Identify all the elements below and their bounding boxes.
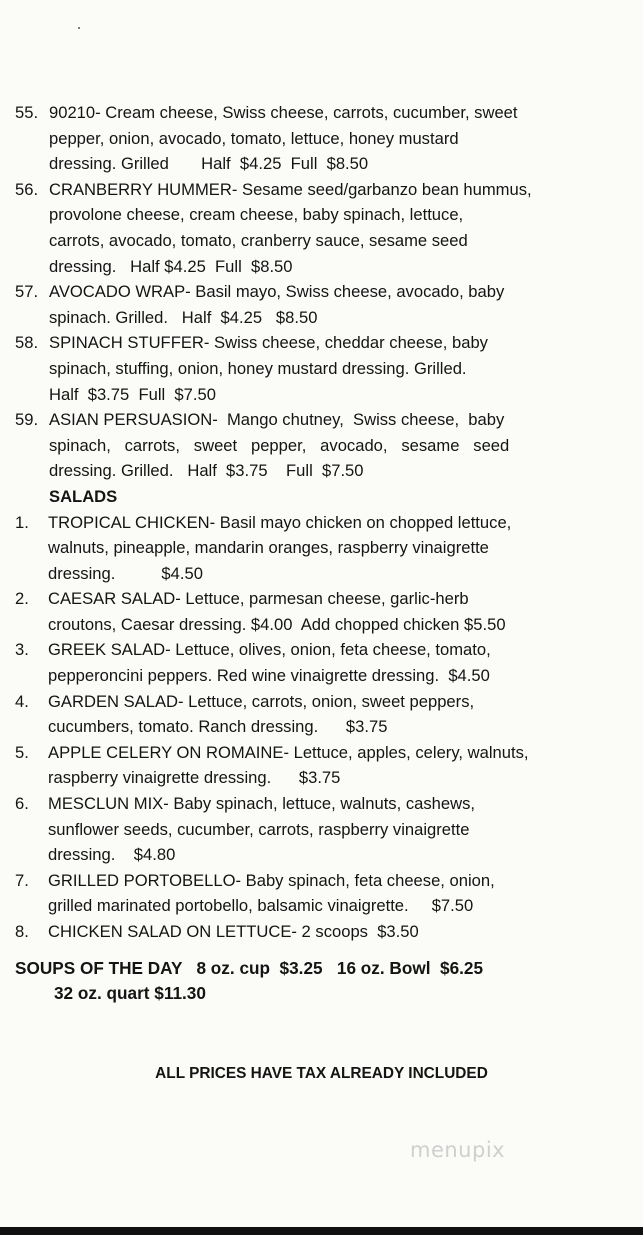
- menupix-watermark: menupix: [410, 1138, 506, 1162]
- item-number: 56.: [15, 179, 39, 199]
- item-line: carrots, avocado, tomato, cranberry sauce, sesame seed: [49, 230, 468, 250]
- item-line: ASIAN PERSUASION- Mango chutney, Swiss cheese, baby: [49, 410, 505, 430]
- item-description: [48, 637, 635, 688]
- item-number: 8.: [15, 922, 29, 941]
- salads-heading: SALADS: [49, 486, 118, 506]
- item-description: [49, 330, 635, 407]
- item-line: pepper, onion, avocado, tomato, lettuce, honey mustard: [49, 128, 459, 148]
- item-number: 6.: [15, 794, 29, 814]
- item-number: 7.: [15, 870, 29, 890]
- item-line: CHICKEN SALAD ON LETTUCE- 2 scoops $3.50: [48, 922, 419, 941]
- item-line: AVOCADO WRAP- Basil mayo, Swiss cheese, avocado, baby: [49, 282, 505, 302]
- sandwich-item: [15, 177, 635, 279]
- item-line: spinach. Grilled. Half $4.25 $8.50: [49, 307, 318, 327]
- item-description: [49, 407, 635, 484]
- menu-page: [15, 100, 635, 1006]
- item-line: CRANBERRY HUMMER- Sesame seed/garbanzo bean hummus,: [49, 179, 532, 199]
- item-number: 1.: [15, 512, 29, 532]
- item-line: dressing. Grilled. Half $3.75 Full $7.50: [49, 461, 364, 481]
- item-description: [48, 689, 635, 740]
- salad-item: [15, 740, 635, 791]
- item-description: [48, 791, 635, 868]
- item-line: pepperoncini peppers. Red wine vinaigrette dressing. $4.50: [48, 666, 490, 686]
- salad-item: [15, 868, 635, 919]
- salad-item: [15, 637, 635, 688]
- item-line: SPINACH STUFFER- Swiss cheese, cheddar cheese, baby: [49, 333, 488, 353]
- item-line: GARDEN SALAD- Lettuce, carrots, onion, sweet peppers,: [48, 691, 475, 711]
- item-line: dressing. Half $4.25 Full $8.50: [49, 256, 293, 276]
- item-description: [48, 919, 635, 945]
- item-line: GREEK SALAD- Lettuce, olives, onion, feta cheese, tomato,: [48, 640, 491, 660]
- soups-quart-line: 32 oz. quart $11.30: [54, 982, 206, 1003]
- item-line: 90210- Cream cheese, Swiss cheese, carrots, cucumber, sweet: [49, 103, 518, 122]
- item-description: [48, 510, 635, 587]
- item-description: [48, 740, 635, 791]
- salad-list: [15, 510, 635, 945]
- item-line: walnuts, pineapple, mandarin oranges, raspberry vinaigrette: [48, 538, 489, 558]
- item-line: spinach, stuffing, onion, honey mustard dressing. Grilled.: [49, 358, 467, 378]
- scan-bottom-edge: [0, 1227, 643, 1235]
- item-line: CAESAR SALAD- Lettuce, parmesan cheese, garlic-herb: [48, 589, 469, 609]
- sandwich-item: [15, 330, 635, 407]
- item-line: spinach, carrots, sweet pepper, avocado, sesame seed: [49, 435, 510, 455]
- item-line: TROPICAL CHICKEN- Basil mayo chicken on chopped lettuce,: [48, 512, 512, 532]
- item-line: dressing. Grilled Half $4.25 Full $8.50: [49, 154, 369, 174]
- item-description: [48, 868, 635, 919]
- item-line: provolone cheese, cream cheese, baby spinach, lettuce,: [49, 205, 464, 225]
- sandwich-list: [15, 100, 635, 484]
- salad-item: [15, 919, 635, 945]
- item-line: croutons, Caesar dressing. $4.00 Add chopped chicken $5.50: [48, 614, 506, 634]
- item-line: APPLE CELERY ON ROMAINE- Lettuce, apples, celery, walnuts,: [48, 742, 529, 762]
- item-number: 58.: [15, 333, 39, 353]
- sandwich-item: [15, 279, 635, 330]
- item-line: Half $3.75 Full $7.50: [49, 384, 216, 404]
- item-description: [49, 279, 635, 330]
- item-description: [49, 100, 635, 177]
- item-line: dressing. $4.80: [48, 845, 176, 865]
- item-number: 59.: [15, 410, 39, 430]
- sandwich-item: [15, 407, 635, 484]
- item-number: 57.: [15, 282, 39, 302]
- salad-item: [15, 689, 635, 740]
- soups-line: SOUPS OF THE DAY 8 oz. cup $3.25 16 oz. Bowl $6.25: [15, 957, 484, 978]
- item-line: MESCLUN MIX- Baby spinach, lettuce, walnuts, cashews,: [48, 794, 475, 814]
- item-line: GRILLED PORTOBELLO- Baby spinach, feta cheese, onion,: [48, 870, 495, 890]
- item-line: sunflower seeds, cucumber, carrots, raspberry vinaigrette: [48, 819, 470, 839]
- salad-item: [15, 791, 635, 868]
- item-number: 2.: [15, 589, 29, 609]
- item-line: cucumbers, tomato. Ranch dressing. $3.75: [48, 717, 388, 737]
- item-description: [49, 177, 635, 279]
- item-line: grilled marinated portobello, balsamic vinaigrette. $7.50: [48, 896, 474, 916]
- item-line: dressing. $4.50: [48, 563, 203, 583]
- item-line: raspberry vinaigrette dressing. $3.75: [48, 768, 341, 788]
- salad-item: [15, 586, 635, 637]
- item-number: 4.: [15, 691, 29, 711]
- paper-speck: [78, 27, 80, 29]
- item-description: [48, 586, 635, 637]
- item-number: 3.: [15, 640, 29, 660]
- sandwich-item: [15, 100, 635, 177]
- item-number: 5.: [15, 742, 29, 762]
- item-number: 55.: [15, 103, 39, 122]
- salad-item: [15, 510, 635, 587]
- tax-note: ALL PRICES HAVE TAX ALREADY INCLUDED: [155, 1065, 488, 1082]
- soups-section: [15, 956, 635, 1006]
